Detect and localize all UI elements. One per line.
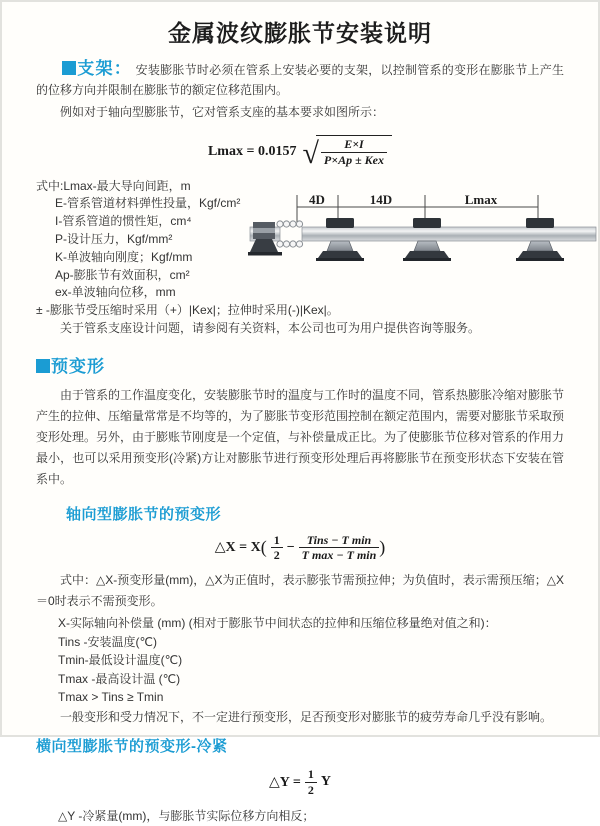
formula3-rhs: Y bbox=[320, 774, 331, 790]
formula2-denominator: T max − T min bbox=[301, 548, 377, 563]
def-sign-note: ± -膨胀节受压缩时采用（+）|Kex|；拉伸时采用(-)|Kex|。 bbox=[36, 303, 339, 318]
section-bullet-icon bbox=[36, 359, 50, 373]
dim-label-lmax: Lmax bbox=[464, 192, 498, 207]
axial-line-tmax: Tmax -最高设计温 (℃) bbox=[58, 671, 181, 686]
pipe-support-diagram bbox=[250, 192, 596, 294]
support-example-line: 例如对于轴向型膨胀节，它对管系支座的基本要求如图所示： bbox=[60, 105, 385, 119]
support-formula bbox=[36, 135, 564, 169]
axial-definition-lines bbox=[36, 614, 564, 707]
close-paren: ) bbox=[379, 537, 386, 558]
axial-note: 一般变形和受力情况下，不一定进行预变形，足否预变形对膨胀节的疲劳寿命几乎没有影响。 bbox=[60, 709, 553, 724]
def-item-K: K-单波轴向刚度；Kgf/mm bbox=[55, 249, 193, 264]
half-num: 1 bbox=[271, 534, 283, 549]
axial-formula bbox=[36, 534, 564, 562]
lateral-formula bbox=[36, 768, 564, 796]
formula2-numerator: Tins − T min bbox=[299, 534, 380, 549]
def-closing: 关于管系支座设计问题，请参阅有关资料，本公司也可为用户提供咨询等服务。 bbox=[60, 320, 481, 335]
predeform-heading-label: 预变形 bbox=[51, 356, 105, 376]
axial-subheading: 轴向型膨胀节的预变形 bbox=[66, 505, 222, 523]
section-bullet-icon bbox=[62, 61, 76, 75]
support-intro-text: 安装膨胀节时必须在管系上安装必要的支架，以控制管系的变形在膨胀节上产生的位移方向并限制在膨胀节的额定位移范围内。 bbox=[36, 63, 565, 97]
formula1-prefix: Lmax = 0.0157 bbox=[207, 143, 297, 159]
formula3-den: 2 bbox=[307, 782, 314, 797]
def-item-Ap: Ap-膨胀节有效面积，cm² bbox=[55, 267, 190, 282]
support-section-heading bbox=[62, 59, 132, 78]
axial-explain-paragraph: 式中：△X-预变形量(mm)，△X为正值时，表示膨张节需预拉伸；为负值时，表示需预压缩；△X＝0时表示不需预变形。 bbox=[36, 572, 564, 608]
dim-label-4d: 4D bbox=[309, 192, 325, 207]
half-den: 2 bbox=[273, 548, 280, 563]
minus-operator: − bbox=[286, 539, 295, 555]
sqrt-sign: √ bbox=[302, 137, 319, 171]
sqrt-radical bbox=[302, 135, 392, 169]
axial-line-inequality: Tmax > Tins ≥ Tmin bbox=[58, 690, 164, 705]
formula3-num: 1 bbox=[305, 768, 317, 783]
lateral-subheading: 横向型膨胀节的预变形-冷紧 bbox=[36, 737, 228, 755]
def-lead: 式中:Lmax-最大导向间距，m bbox=[36, 178, 191, 193]
def-item-I: I-管系管道的惯性矩，cm⁴ bbox=[55, 214, 192, 229]
def-item-ex: ex-单波轴向位移，mm bbox=[55, 285, 176, 300]
formula2-lhs: △X = X bbox=[214, 540, 261, 556]
page-title: 金属波纹膨胀节安装说明 bbox=[168, 20, 432, 46]
lateral-note: △Y -冷紧量(mm)，与膨胀节实际位移方向相反； bbox=[58, 809, 315, 824]
dim-label-14d: 14D bbox=[369, 192, 393, 207]
formula1-numerator: E×I bbox=[321, 138, 387, 153]
def-item-E: E-管系管道材料弹性投量，Kgf/cm² bbox=[55, 196, 241, 211]
axial-line-x: X-实际轴向补偿量 (mm) (相对于膨胀节中间状态的拉伸和压缩位移量绝对值之和)： bbox=[58, 615, 497, 630]
support-intro-paragraph bbox=[36, 59, 564, 100]
predeform-paragraph: 由于管系的工作温度变化，安装膨胀节时的温度与工作时的温度不同，管系热膨胀冷缩对膨胀节产生的拉伸、压缩量常常是不均等的，为了膨胀节变形范围控制在额定范围内，需要对膨胀节采取预变形处理。另外，由于膨账节刚度是一个定值，与补偿量成正比。为了使膨胀节位移对管系的作用力最小，也可以采用预变形(冷紧)方让对膨胀节进行预变形处理后再将膨胀节在预变形状态下安装在管系中。 bbox=[36, 387, 565, 486]
support-heading-label: 支架： bbox=[77, 59, 132, 78]
predeform-section-heading bbox=[36, 352, 564, 377]
formula3-lhs: △Y = bbox=[269, 774, 301, 790]
def-item-P: P-设计压力，Kgf/mm² bbox=[55, 231, 173, 246]
open-paren: ( bbox=[260, 537, 267, 558]
axial-line-tins: Tins -安装温度(℃) bbox=[58, 634, 158, 649]
bellows-icon bbox=[277, 221, 303, 247]
formula1-denominator: P×Ap ± Kex bbox=[323, 152, 385, 167]
axial-line-tmin: Tmin-最低设计温度(℃) bbox=[58, 653, 183, 668]
